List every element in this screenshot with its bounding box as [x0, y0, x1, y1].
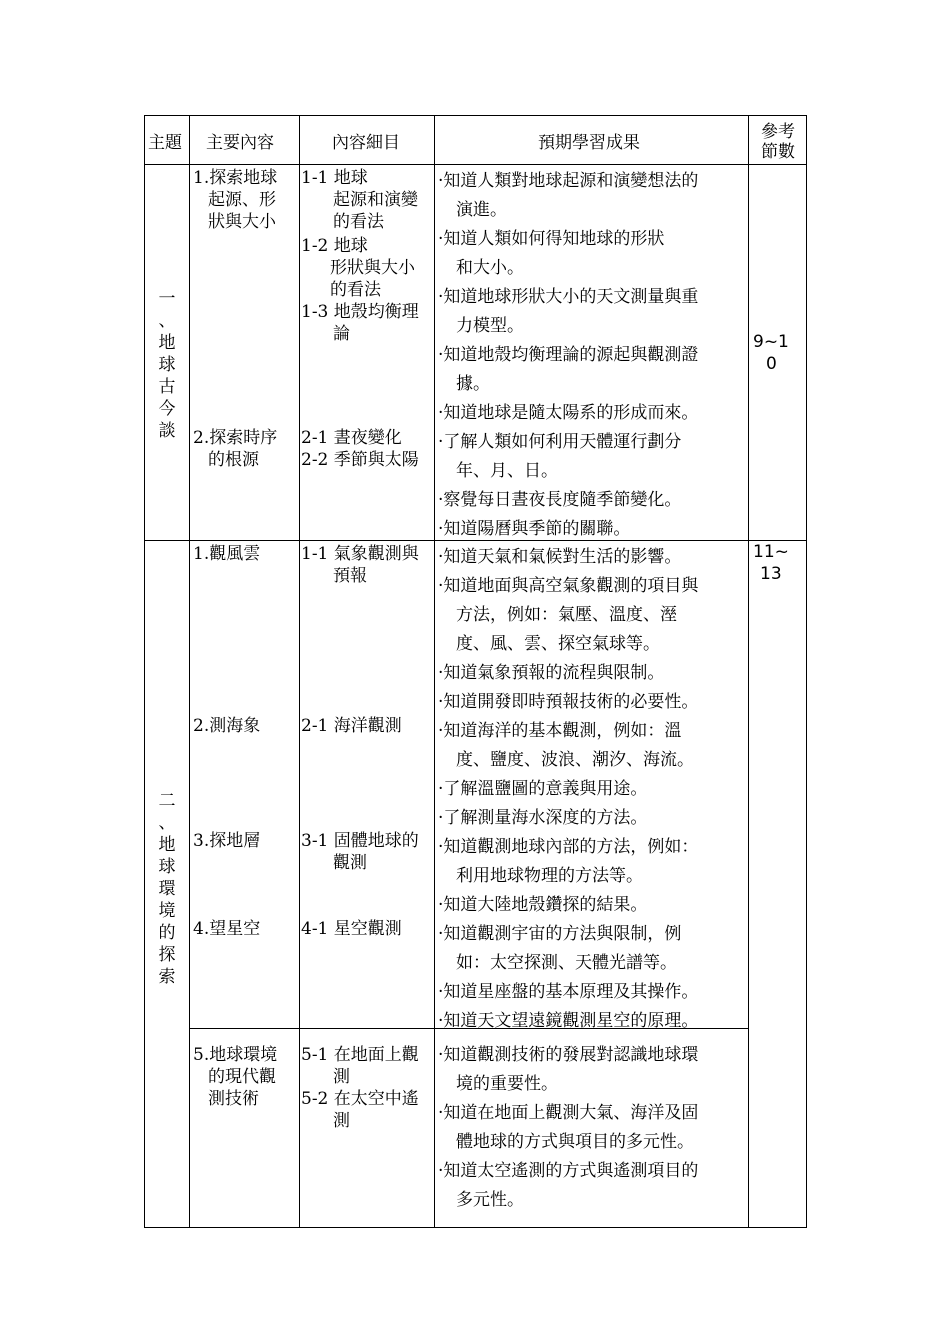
outcome-line: 方法，例如：氣壓、溫度、溼: [456, 605, 677, 625]
detail-line: 1-1 氣象觀測與: [301, 544, 419, 564]
section2-title-char: 境: [158, 901, 176, 921]
detail-line: 1-3 地殼均衡理: [301, 302, 419, 322]
section2-item-1: 1.觀風雲: [193, 544, 261, 564]
col-divider-3: [434, 115, 435, 1228]
outcome-line: ·知道天文望遠鏡觀測星空的原理。: [438, 1011, 699, 1031]
outcome-line: ·知道在地面上觀測大氣、海洋及固: [438, 1103, 699, 1123]
outcome-line: 年、月、日。: [456, 461, 558, 481]
section1-ref-line1: 9~1: [753, 332, 789, 352]
section2-title-char: 索: [158, 967, 176, 987]
detail-line: 的看法: [330, 280, 381, 300]
section1-title-char: 球: [158, 355, 176, 375]
header-detail: 內容細目: [332, 133, 400, 153]
outcome-line: ·知道陽曆與季節的關聯。: [438, 519, 631, 539]
section1-ref-line2: 0: [766, 354, 777, 374]
header-outcomes: 預期學習成果: [538, 133, 640, 153]
item-line: 狀與大小: [208, 212, 276, 232]
outcome-line: ·知道天氣和氣候對生活的影響。: [438, 547, 682, 567]
detail-line: 5-1 在地面上觀: [301, 1045, 419, 1065]
section1-title-char: 談: [158, 421, 176, 441]
outcome-line: 力模型。: [456, 316, 524, 336]
item-line: 2.探索時序: [193, 428, 278, 448]
outcome-line: ·知道地球是隨太陽系的形成而來。: [438, 403, 699, 423]
section2-title-char: 的: [158, 923, 176, 943]
outcome-line: ·知道地面與高空氣象觀測的項目與: [438, 576, 699, 596]
section2-title-char: 地: [158, 835, 176, 855]
header-main-content: 主要內容: [206, 133, 274, 153]
section1-title-char: 地: [158, 333, 176, 353]
table-border-bottom: [144, 1227, 807, 1228]
item-line: 的現代觀: [208, 1067, 276, 1087]
detail-line: 測: [333, 1067, 350, 1087]
section1-title: [155, 288, 179, 442]
outcome-line: ·知道人類如何得知地球的形狀: [438, 229, 665, 249]
outcome-line: ·知道觀測地球內部的方法，例如：: [438, 837, 699, 857]
detail-line: 觀測: [333, 853, 367, 873]
outcome-line: ·知道大陸地殼鑽探的結果。: [438, 895, 648, 915]
outcome-line: ·知道觀測技術的發展對認識地球環: [438, 1045, 699, 1065]
outcome-line: ·知道開發即時預報技術的必要性。: [438, 692, 699, 712]
header-ref-line1: 參考: [761, 122, 795, 142]
section2-detail-2-1: 2-1 海洋觀測: [301, 716, 402, 736]
header-ref-line2: 節數: [761, 142, 795, 162]
section1-title-char: 今: [158, 399, 176, 419]
section2-detail-4-1: 4-1 星空觀測: [301, 919, 402, 939]
section1-detail-2-2: 2-2 季節與太陽: [301, 450, 419, 470]
section2-item-2: 2.測海象: [193, 716, 261, 736]
section2-title-char: 探: [158, 945, 176, 965]
item-line: 測技術: [208, 1089, 259, 1109]
outcome-line: ·知道觀測宇宙的方法與限制，例: [438, 924, 682, 944]
outcome-line: 度、鹽度、波浪、潮汐、海流。: [456, 750, 694, 770]
outcome-line: 利用地球物理的方法等。: [456, 866, 643, 886]
section2-item-4: 4.望星空: [193, 919, 261, 939]
header-divider: [144, 164, 807, 165]
outcome-line: ·知道星座盤的基本原理及其操作。: [438, 982, 699, 1002]
section2-title-char: 環: [158, 879, 176, 899]
detail-line: 測: [333, 1111, 350, 1131]
detail-line: 3-1 固體地球的: [301, 831, 419, 851]
outcome-line: ·了解測量海水深度的方法。: [438, 808, 648, 828]
section1-title-char: 一: [158, 289, 176, 309]
outcome-line: 多元性。: [456, 1190, 524, 1210]
section2-title-char: 二: [158, 791, 176, 811]
table-border-left: [144, 115, 145, 1228]
section2-ref-line1: 11~: [753, 542, 789, 562]
section1-detail-2-1: 2-1 晝夜變化: [301, 428, 402, 448]
item-line: 起源、形: [208, 190, 276, 210]
outcome-line: ·知道人類對地球起源和演變想法的: [438, 171, 699, 191]
col-divider-4: [748, 115, 749, 1228]
table-border-top: [144, 115, 807, 116]
item-line: 5.地球環境: [193, 1045, 278, 1065]
detail-line: 論: [333, 324, 350, 344]
col-divider-1: [189, 115, 190, 1228]
detail-line: 的看法: [333, 212, 384, 232]
table-border-right: [806, 115, 807, 1228]
outcome-line: ·知道地球形狀大小的天文測量與重: [438, 287, 699, 307]
detail-line: 預報: [333, 566, 367, 586]
section2-title-char: 、: [158, 813, 176, 833]
col-divider-2: [299, 115, 300, 1228]
section2-outcomes-b: [438, 1041, 698, 1215]
outcome-line: 演進。: [456, 200, 507, 220]
section1-title-char: 、: [158, 311, 176, 331]
outcome-line: 如：太空探測、天體光譜等。: [456, 953, 677, 973]
outcome-line: 和大小。: [456, 258, 524, 278]
item-line: 1.探索地球: [193, 168, 278, 188]
section1-title-char: 古: [158, 377, 176, 397]
outcome-line: ·了解溫鹽圖的意義與用途。: [438, 779, 648, 799]
header-theme: 主題: [148, 133, 182, 153]
detail-line: 起源和演變: [333, 190, 418, 210]
outcome-line: ·知道氣象預報的流程與限制。: [438, 663, 665, 683]
section2-title: [155, 790, 179, 988]
detail-line: 5-2 在太空中遙: [301, 1089, 419, 1109]
outcome-line: 度、風、雲、探空氣球等。: [456, 634, 660, 654]
detail-line: 形狀與大小: [330, 258, 415, 278]
detail-line: 1-1 地球: [301, 168, 368, 188]
section2-outcomes-a: [438, 543, 698, 1036]
item-line: 的根源: [208, 450, 259, 470]
outcome-line: 境的重要性。: [456, 1074, 558, 1094]
outcome-line: ·了解人類如何利用天體運行劃分: [438, 432, 682, 452]
section2-ref-line2: 13: [760, 564, 782, 584]
outcome-line: 體地球的方式與項目的多元性。: [456, 1132, 694, 1152]
section2-title-char: 球: [158, 857, 176, 877]
outcome-line: ·知道地殼均衡理論的源起與觀測證: [438, 345, 699, 365]
section1-outcomes: [438, 167, 698, 544]
detail-line: 1-2 地球: [301, 236, 368, 256]
outcome-line: ·知道太空遙測的方式與遙測項目的: [438, 1161, 699, 1181]
section2-item-3: 3.探地層: [193, 831, 261, 851]
outcome-line: 據。: [456, 374, 490, 394]
outcome-line: ·察覺每日晝夜長度隨季節變化。: [438, 490, 682, 510]
outcome-line: ·知道海洋的基本觀測，例如：溫: [438, 721, 682, 741]
